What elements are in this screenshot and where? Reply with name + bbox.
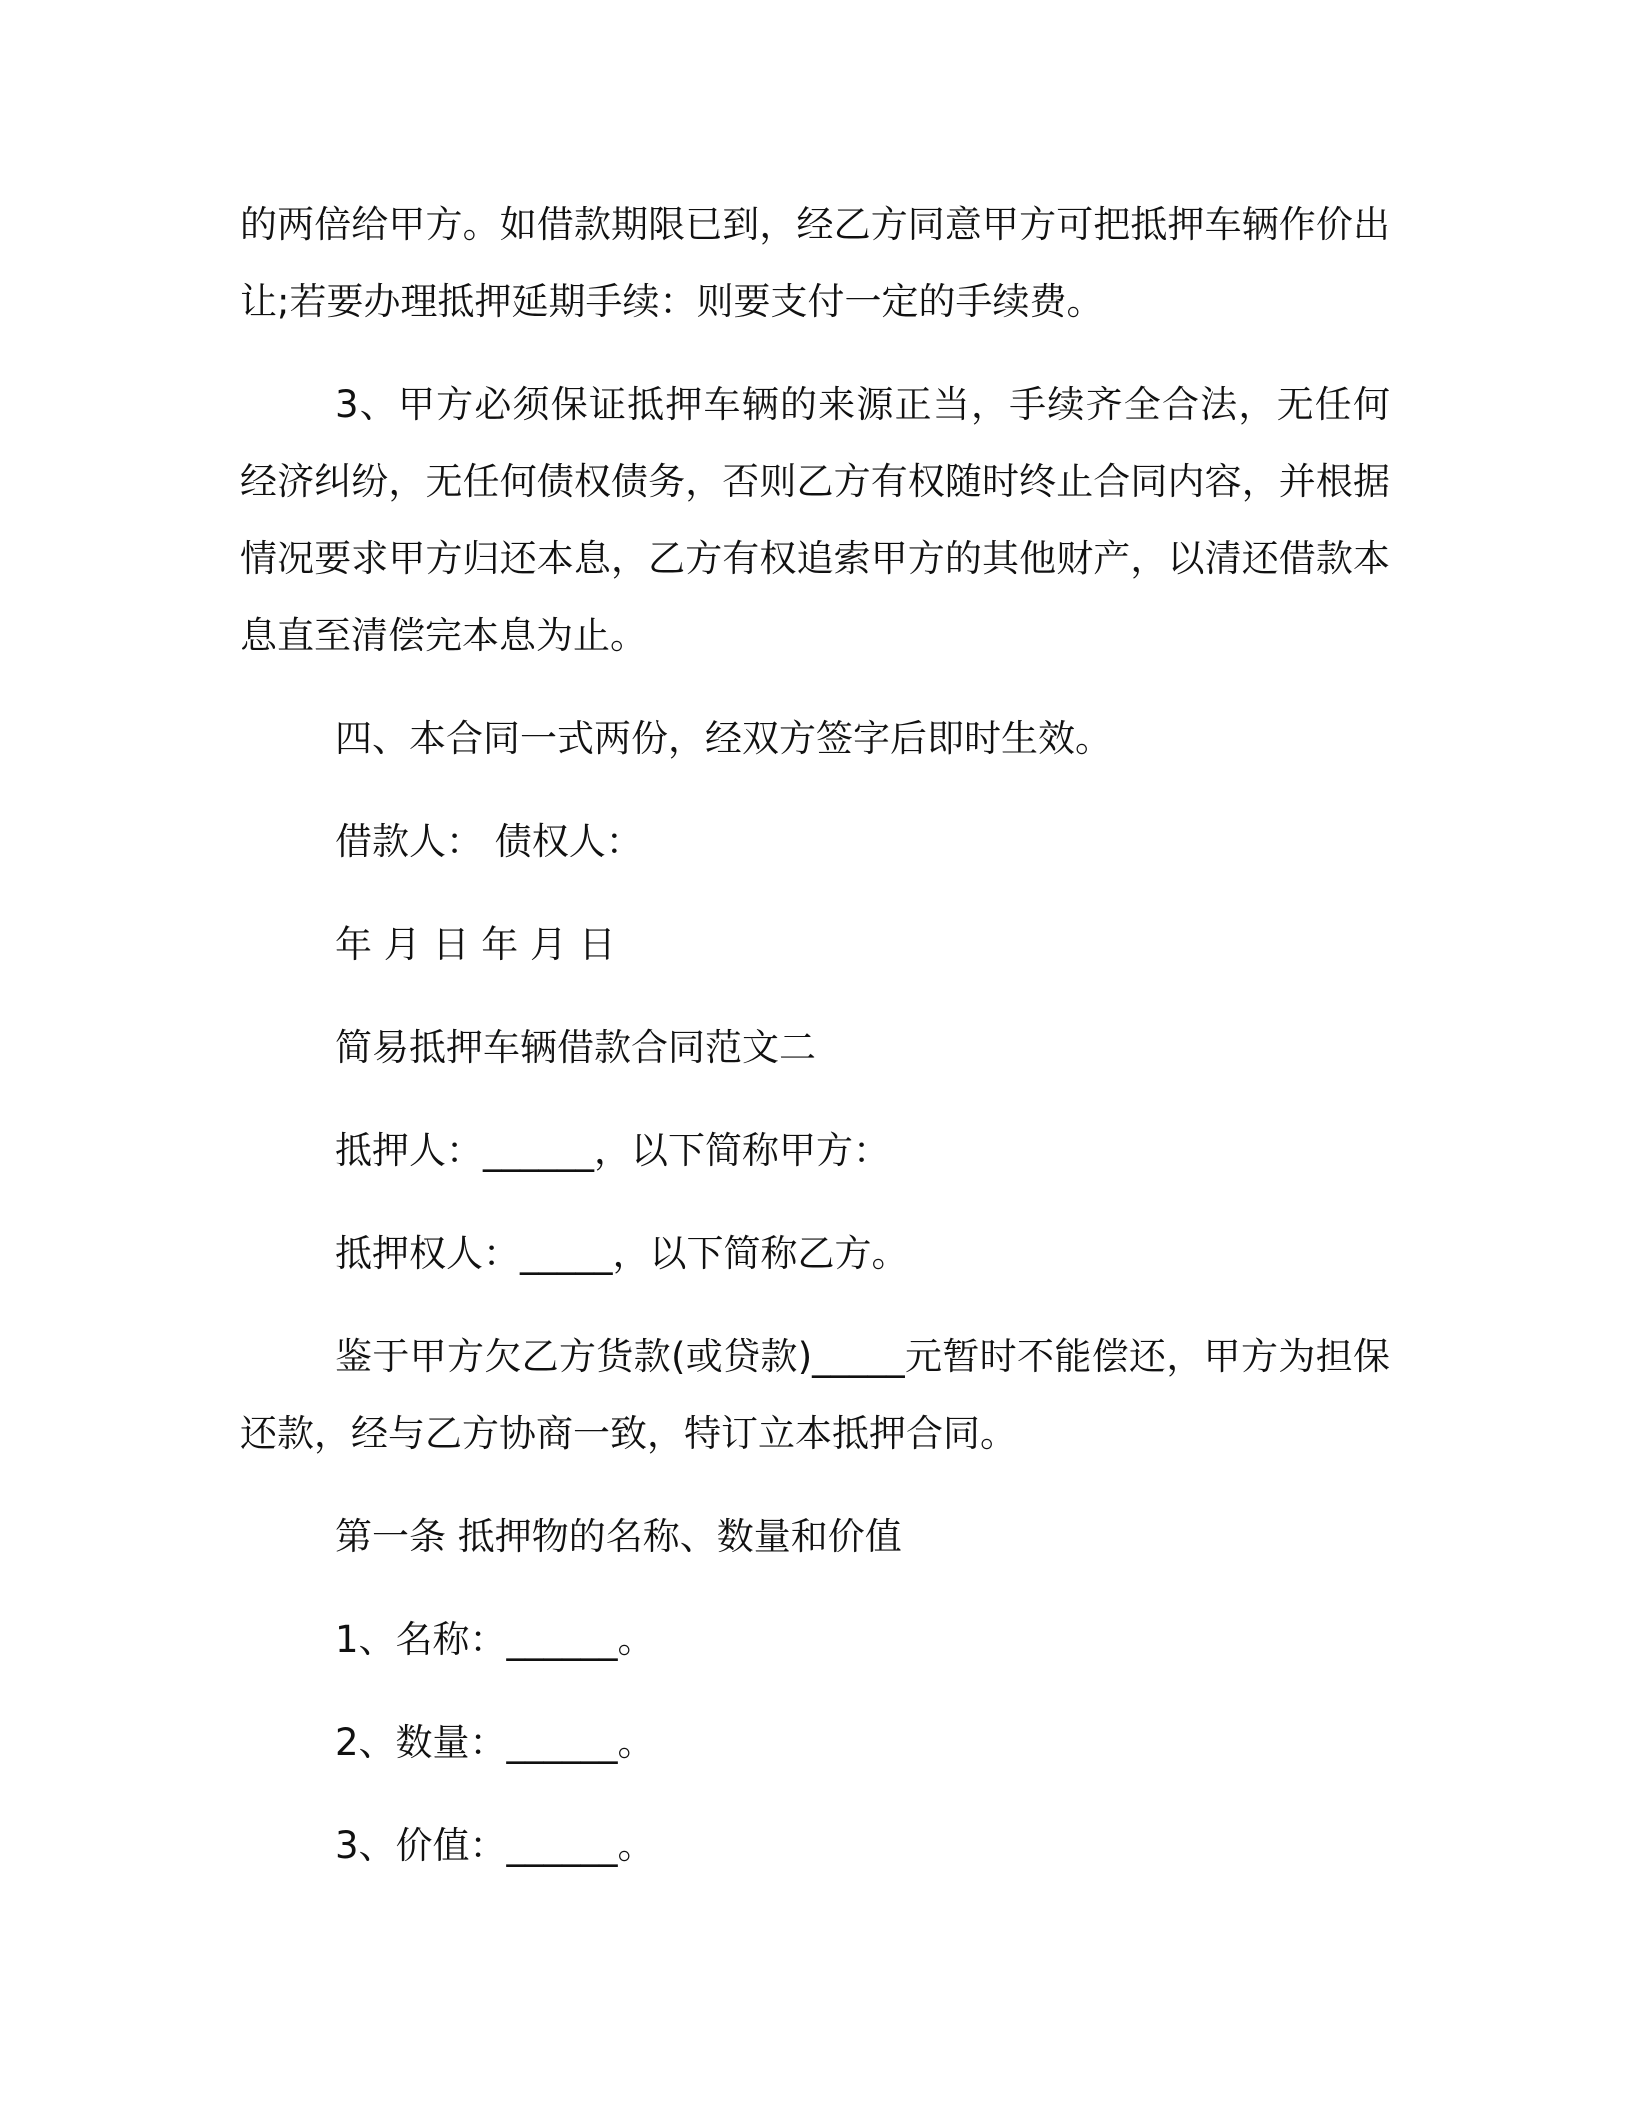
mortgagee-line: 抵押权人：_____，以下简称乙方。 bbox=[335, 1232, 909, 1275]
mortgagor-line: 抵押人：______，以下简称甲方： bbox=[335, 1129, 890, 1172]
item-value: 3、价值：______。 bbox=[335, 1824, 655, 1867]
item-name: 1、名称：______。 bbox=[335, 1618, 655, 1661]
article-1-heading: 第一条 抵押物的名称、数量和价值 bbox=[335, 1515, 902, 1558]
paragraph-clause-3: 3、甲方必须保证抵押车辆的来源正当，手续齐全合法，无任何经济纠纷，无任何债权债务，否则乙方有权随时终止合同内容，并根据情况要求甲方归还本息，乙方有权追索甲方的其他财产，以清还借款本息直至清偿完本息为止。 bbox=[240, 383, 1390, 657]
contract-title-2: 简易抵押车辆借款合同范文二 bbox=[335, 1026, 816, 1069]
signature-line-parties: 借款人： 债权人： bbox=[335, 820, 643, 863]
preamble-paragraph: 鉴于甲方欠乙方货款(或贷款)_____元暂时不能偿还，甲方为担保还款，经与乙方协商一致，特订立本抵押合同。 bbox=[240, 1335, 1390, 1455]
document-body bbox=[240, 186, 1390, 1884]
paragraph-section-4: 四、本合同一式两份，经双方签字后即时生效。 bbox=[335, 717, 1112, 760]
paragraph-continuation: 的两倍给甲方。如借款期限已到，经乙方同意甲方可把抵押车辆作价出让;若要办理抵押延期手续：则要支付一定的手续费。 bbox=[240, 203, 1390, 323]
item-quantity: 2、数量：______。 bbox=[335, 1721, 655, 1764]
signature-line-dates: 年 月 日 年 月 日 bbox=[335, 923, 616, 966]
